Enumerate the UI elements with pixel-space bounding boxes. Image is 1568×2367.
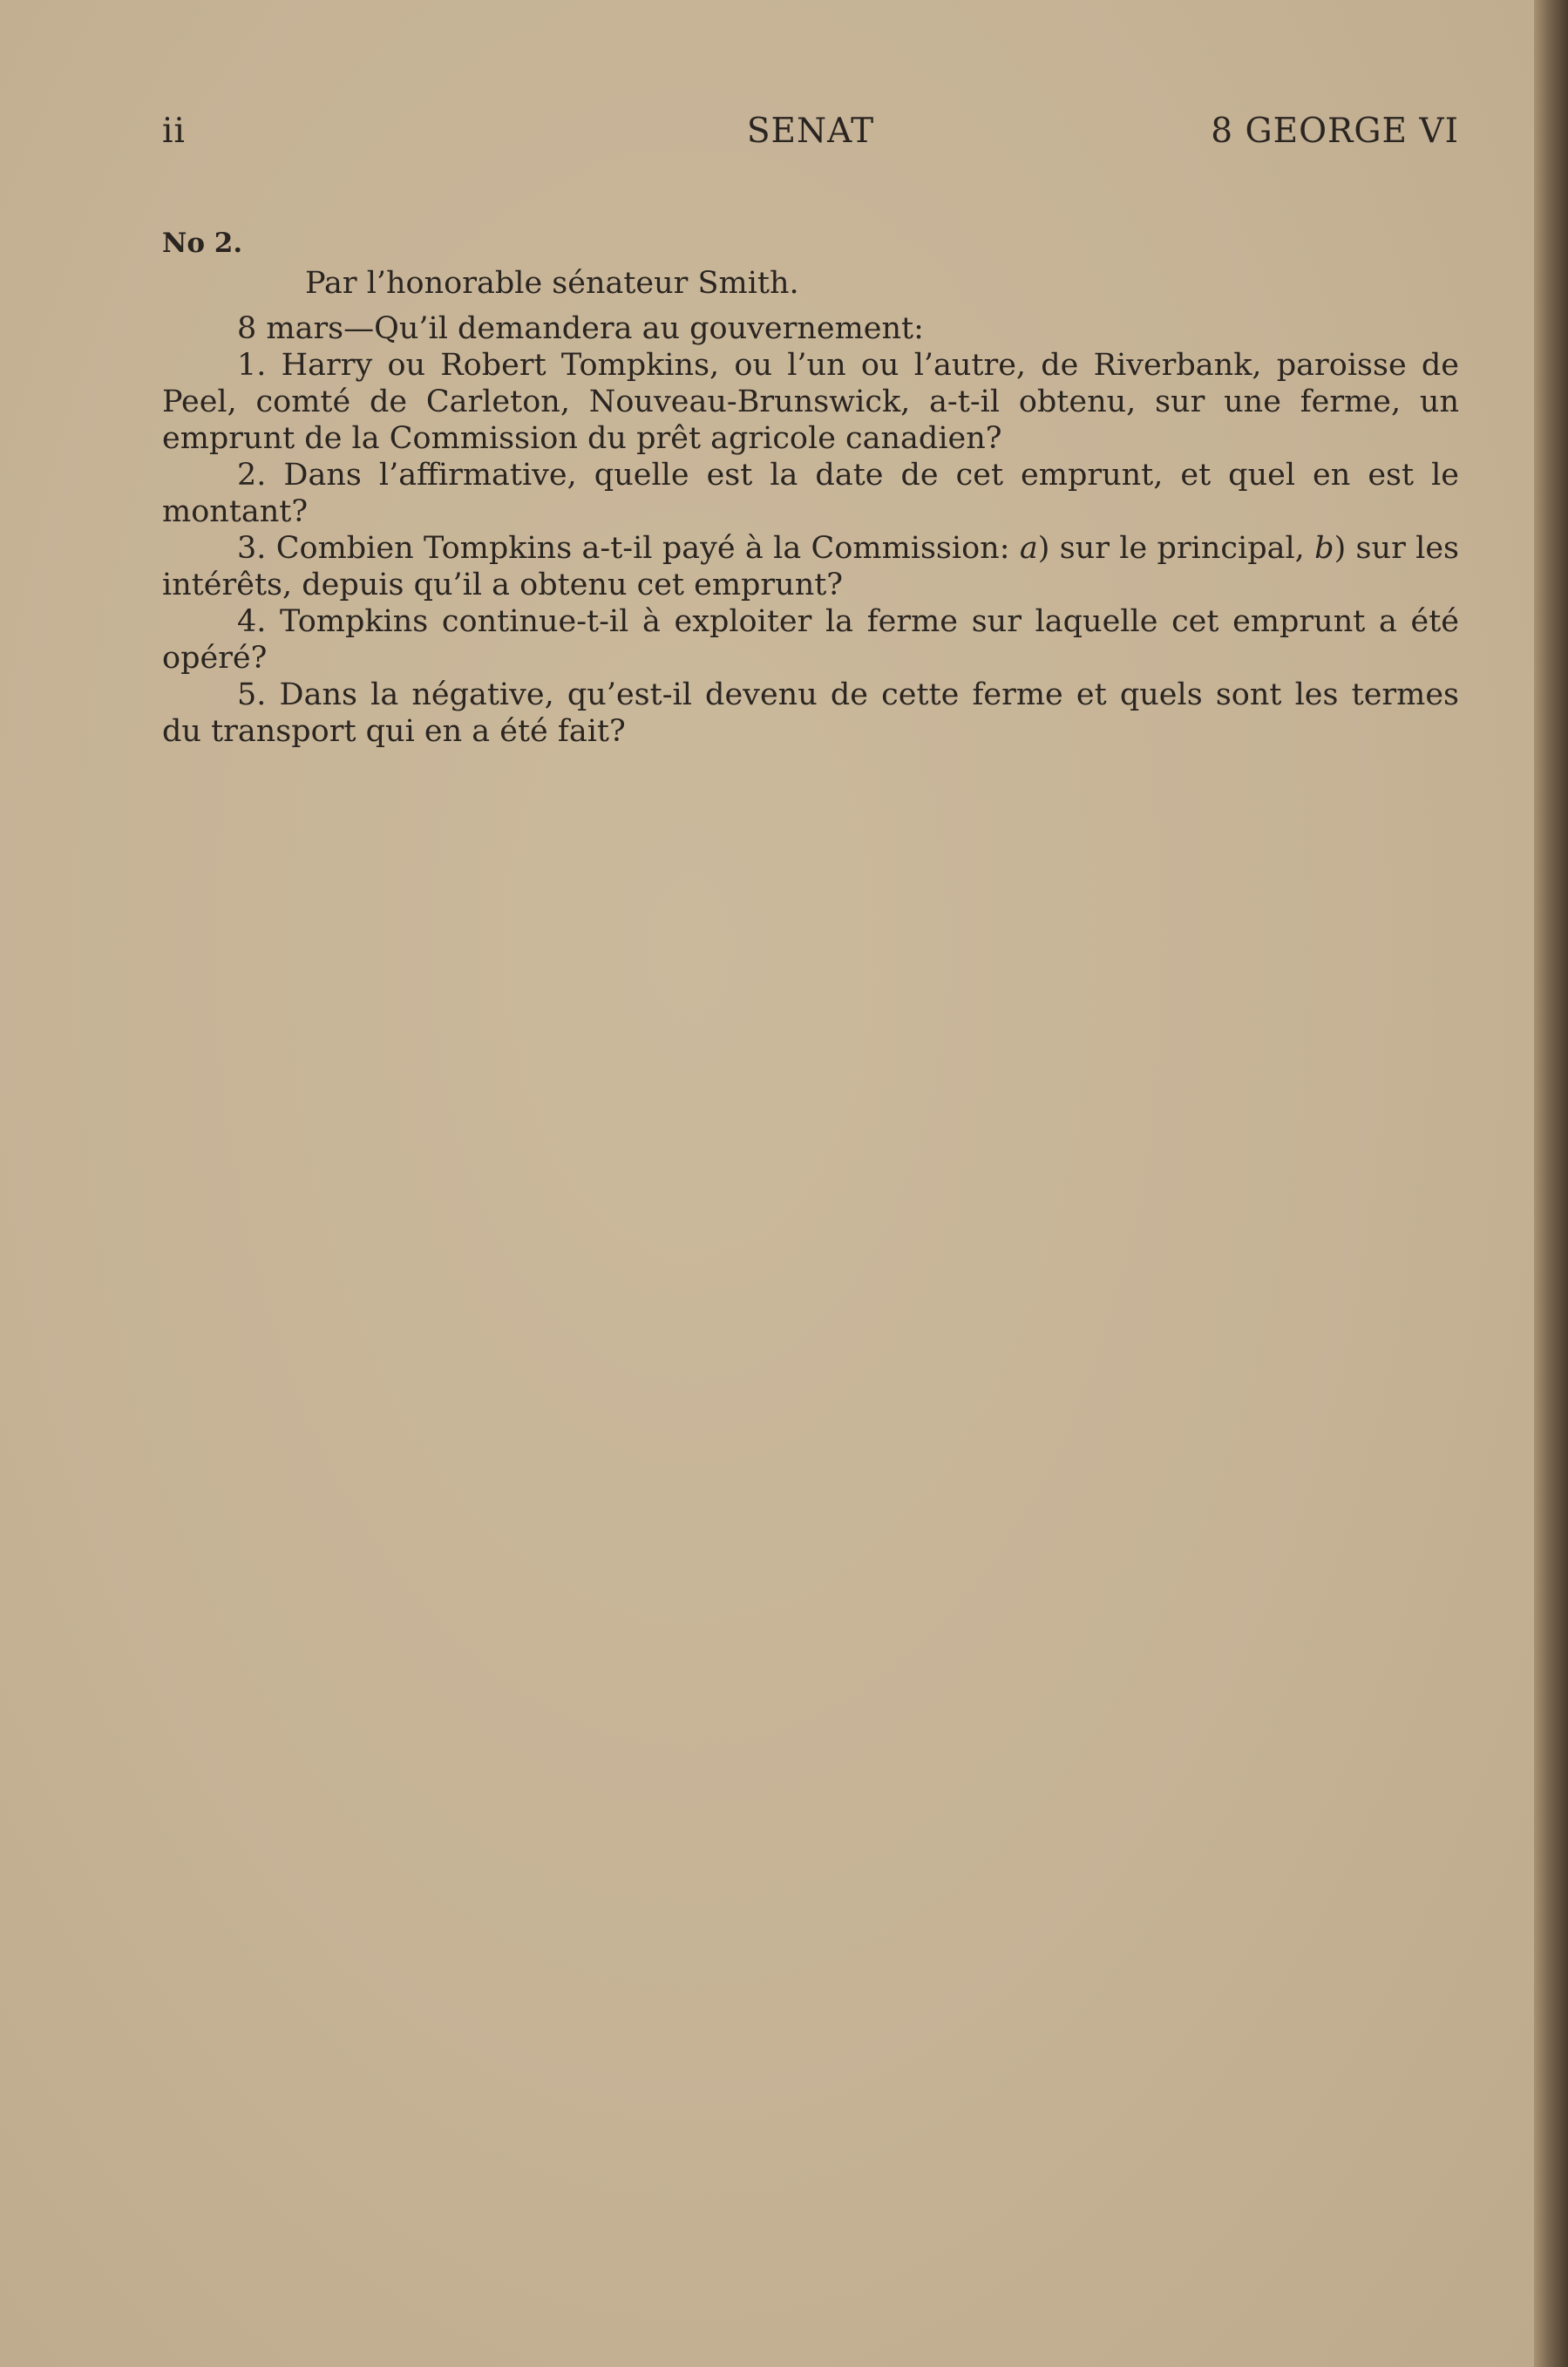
page-folio: ii — [162, 112, 186, 151]
question-3-b: b — [1314, 531, 1334, 566]
item-number: No 2. — [162, 228, 243, 259]
question-3-end: ) sur les intérêts, depuis qu’il a obtenu cet emprunt? — [162, 531, 1460, 602]
question-3-start: 3. Combien Tompkins a-t-il payé à la Commission: — [237, 531, 1020, 566]
document-body — [162, 225, 1459, 750]
item-dateline — [162, 310, 1459, 347]
question-3 — [162, 530, 1459, 603]
header-reign: 8 GEORGE VI — [1211, 112, 1459, 151]
question-3-a: a — [1019, 531, 1038, 566]
item-intro: Qu’il demandera au gouvernement: — [374, 311, 924, 346]
question-1: 1. Harry ou Robert Tompkins, ou l’un ou l’autre, de Riverbank, paroisse de Peel, comté de Carleton, Nouveau-Brunswick, a-t-il obtenu, sur une ferme, un emprunt de la Commission du prêt agricole canadien? — [162, 348, 1459, 456]
item-dash: — — [343, 311, 375, 346]
book-spine-edge — [1534, 0, 1568, 2367]
running-header — [162, 112, 1459, 155]
question-3-mid: ) sur le principal, — [1037, 531, 1315, 566]
question-4: 4. Tompkins continue-t-il à exploiter la ferme sur laquelle cet emprunt a été opéré? — [162, 604, 1459, 676]
question-5: 5. Dans la négative, qu’est-il devenu de cette ferme et quels sont les termes du transport qui en a été fait? — [162, 677, 1459, 749]
header-title: SENAT — [746, 112, 875, 151]
item-date: 8 mars — [237, 311, 344, 346]
question-2: 2. Dans l’affirmative, quelle est la date de cet emprunt, et quel en est le montant? — [162, 458, 1459, 529]
item-byline: Par l’honorable sénateur Smith. — [305, 266, 799, 301]
